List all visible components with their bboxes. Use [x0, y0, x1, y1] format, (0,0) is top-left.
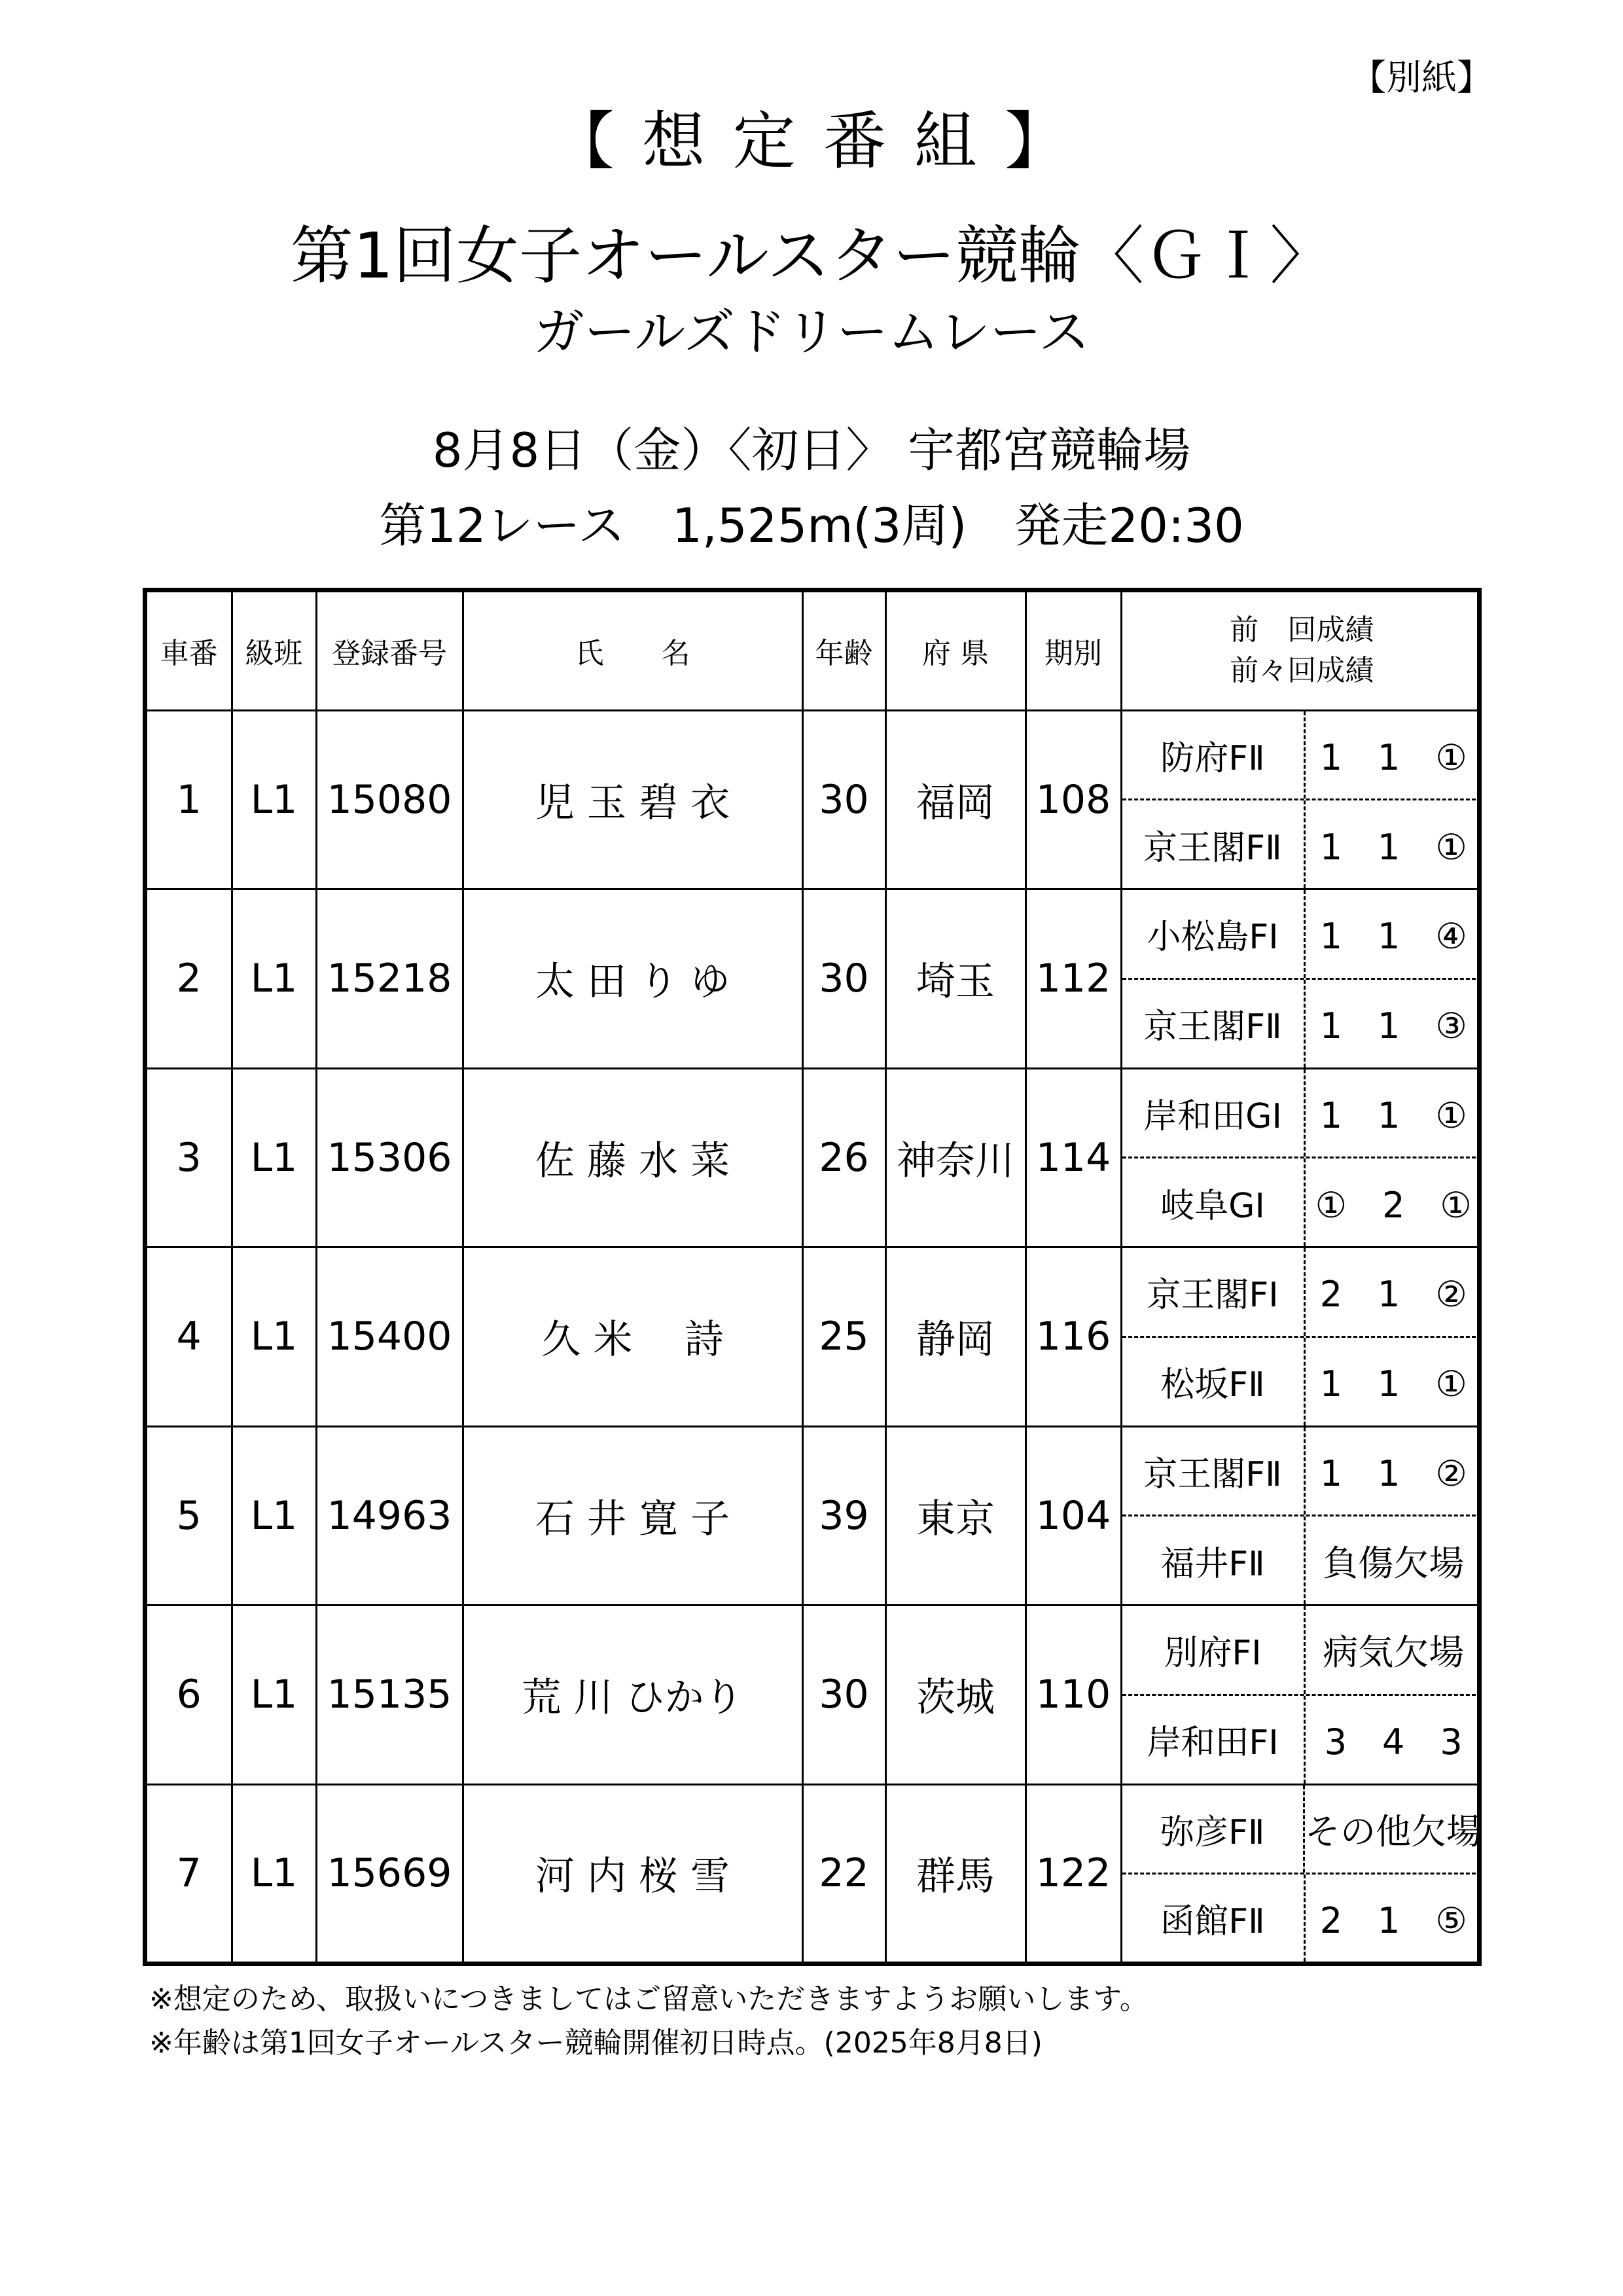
before-previous-result	[1122, 1874, 1482, 1962]
before-previous-result	[1122, 1158, 1482, 1246]
prefecture-cell: 茨城	[885, 1605, 1026, 1785]
before-previous-placings: ① 2 ①	[1315, 1184, 1472, 1226]
car-number-cell: 6	[147, 1605, 232, 1785]
previous-venue: 弥彦FⅡ	[1122, 1785, 1306, 1873]
table-row	[147, 1247, 1482, 1427]
car-number-cell: 5	[147, 1426, 232, 1605]
class-cell: L1	[232, 889, 316, 1069]
results-block	[1122, 711, 1482, 889]
previous-result	[1122, 890, 1482, 980]
table-row	[147, 710, 1482, 889]
term-cell: 104	[1026, 1426, 1121, 1605]
class-cell: L1	[232, 1605, 316, 1785]
date-venue-line: 8月8日（金）〈初日〉 宇都宮競輪場	[432, 423, 1191, 478]
table-row	[147, 1426, 1482, 1605]
age-cell: 26	[802, 1068, 885, 1247]
previous-result	[1122, 1248, 1482, 1338]
before-previous-venue: 京王閣FⅡ	[1122, 800, 1306, 888]
previous-result	[1122, 1427, 1482, 1517]
header-registration: 登録番号	[316, 592, 463, 710]
term-cell: 114	[1026, 1068, 1121, 1247]
rider-name-cell: 荒 川 ひかり	[463, 1605, 802, 1785]
before-previous-placings: 3 4 3	[1324, 1721, 1463, 1763]
results-cell	[1121, 1426, 1482, 1605]
rider-name-cell: 太 田 り ゆ	[463, 889, 802, 1069]
results-block	[1122, 890, 1482, 1067]
prefecture-cell: 福岡	[885, 710, 1026, 889]
registration-cell: 15135	[316, 1605, 463, 1785]
results-block	[1122, 1785, 1482, 1962]
previous-placings: 1 1 ①	[1319, 736, 1467, 778]
previous-venue: 京王閣FⅡ	[1122, 1427, 1306, 1515]
class-cell: L1	[232, 1784, 316, 1962]
before-previous-placings: 1 1 ①	[1319, 1363, 1467, 1405]
rider-name-cell: 石 井 寛 子	[463, 1426, 802, 1605]
rider-name-cell: 児 玉 碧 衣	[463, 710, 802, 889]
previous-result	[1122, 1785, 1482, 1874]
before-previous-result	[1122, 1696, 1482, 1784]
before-previous-venue: 岸和田FⅠ	[1122, 1696, 1306, 1784]
before-previous-placings: 負傷欠場	[1323, 1542, 1465, 1584]
entry-grid	[147, 592, 1482, 1962]
before-previous-venue: 松坂FⅡ	[1122, 1338, 1306, 1426]
results-cell	[1121, 1605, 1482, 1785]
header-class: 級班	[232, 592, 316, 710]
rider-name-cell: 久 米 詩	[463, 1247, 802, 1427]
term-cell: 112	[1026, 889, 1121, 1069]
previous-venue: 防府FⅡ	[1122, 711, 1306, 799]
previous-placings: 1 1 ①	[1319, 1094, 1467, 1136]
before-previous-placings: 1 1 ①	[1319, 826, 1467, 868]
previous-result	[1122, 1069, 1482, 1159]
previous-placings: 2 1 ②	[1319, 1274, 1467, 1316]
before-previous-result	[1122, 1516, 1482, 1604]
previous-venue: 京王閣FⅠ	[1122, 1248, 1306, 1336]
previous-result	[1122, 1606, 1482, 1696]
previous-placings: 病気欠場	[1323, 1632, 1465, 1674]
header-row	[147, 592, 1482, 710]
note-2: ※年齢は第1回女子オールスター競輪開催初日時点。(2025年8月8日)	[149, 2026, 1043, 2060]
header-results	[1121, 592, 1482, 710]
previous-placings: 1 1 ②	[1319, 1452, 1467, 1494]
prefecture-cell: 群馬	[885, 1784, 1026, 1962]
header-prefecture: 府 県	[885, 592, 1026, 710]
car-number-cell: 2	[147, 889, 232, 1069]
car-number-cell: 3	[147, 1068, 232, 1247]
table-row	[147, 1068, 1482, 1247]
page-heading: 【 想 定 番 組 】	[551, 105, 1072, 178]
class-cell: L1	[232, 1247, 316, 1427]
note-1: ※想定のため、取扱いにつきましてはご留意いただきますようお願いします。	[149, 1982, 1149, 2016]
registration-cell: 15400	[316, 1247, 463, 1427]
term-cell: 116	[1026, 1247, 1121, 1427]
results-cell	[1121, 1247, 1482, 1427]
header-car-number: 車番	[147, 592, 232, 710]
prefecture-cell: 静岡	[885, 1247, 1026, 1427]
class-cell: L1	[232, 710, 316, 889]
age-cell: 39	[802, 1426, 885, 1605]
class-cell: L1	[232, 1426, 316, 1605]
previous-venue: 岸和田GⅠ	[1122, 1069, 1306, 1157]
age-cell: 30	[802, 889, 885, 1069]
results-block	[1122, 1069, 1482, 1247]
registration-cell: 15669	[316, 1784, 463, 1962]
before-previous-venue: 福井FⅡ	[1122, 1516, 1306, 1604]
before-previous-venue: 岐阜GⅠ	[1122, 1158, 1306, 1246]
header-results-before-previous: 前々回成績	[1230, 654, 1374, 688]
previous-placings: 1 1 ④	[1319, 916, 1467, 958]
car-number-cell: 7	[147, 1784, 232, 1962]
results-block	[1122, 1248, 1482, 1426]
previous-venue: 小松島FⅠ	[1122, 890, 1306, 978]
race-subtitle: ガールズドリームレース	[533, 303, 1090, 362]
header-results-previous: 前 回成績	[1230, 613, 1374, 647]
attachment-label: 【別紙】	[1351, 57, 1492, 98]
entry-table	[143, 588, 1482, 1966]
results-cell	[1121, 889, 1482, 1069]
registration-cell: 14963	[316, 1426, 463, 1605]
before-previous-venue: 京王閣FⅡ	[1122, 980, 1306, 1067]
prefecture-cell: 埼玉	[885, 889, 1026, 1069]
registration-cell: 15218	[316, 889, 463, 1069]
before-previous-result	[1122, 800, 1482, 888]
results-block	[1122, 1427, 1482, 1605]
results-block	[1122, 1606, 1482, 1784]
term-cell: 108	[1026, 710, 1121, 889]
before-previous-placings: 2 1 ⑤	[1319, 1899, 1467, 1941]
table-row	[147, 889, 1482, 1069]
header-name: 氏 名	[463, 592, 802, 710]
header-term: 期別	[1026, 592, 1121, 710]
previous-placings: その他欠場	[1305, 1810, 1482, 1852]
rider-name-cell: 河 内 桜 雪	[463, 1784, 802, 1962]
event-title: 第1回女子オールスター競輪〈ＧＩ〉	[290, 219, 1333, 293]
before-previous-result	[1122, 980, 1482, 1067]
car-number-cell: 4	[147, 1247, 232, 1427]
rider-name-cell: 佐 藤 水 菜	[463, 1068, 802, 1247]
age-cell: 22	[802, 1784, 885, 1962]
age-cell: 25	[802, 1247, 885, 1427]
registration-cell: 15306	[316, 1068, 463, 1247]
race-info-line: 第12レース 1,525m(3周) 発走20:30	[379, 498, 1244, 553]
previous-result	[1122, 711, 1482, 801]
prefecture-cell: 東京	[885, 1426, 1026, 1605]
term-cell: 110	[1026, 1605, 1121, 1785]
results-cell	[1121, 710, 1482, 889]
car-number-cell: 1	[147, 710, 232, 889]
registration-cell: 15080	[316, 710, 463, 889]
results-cell	[1121, 1784, 1482, 1962]
header-age: 年齢	[802, 592, 885, 710]
class-cell: L1	[232, 1068, 316, 1247]
table-row	[147, 1605, 1482, 1785]
before-previous-placings: 1 1 ③	[1319, 1005, 1467, 1047]
before-previous-result	[1122, 1338, 1482, 1426]
term-cell: 122	[1026, 1784, 1121, 1962]
results-cell	[1121, 1068, 1482, 1247]
age-cell: 30	[802, 710, 885, 889]
before-previous-venue: 函館FⅡ	[1122, 1874, 1306, 1962]
age-cell: 30	[802, 1605, 885, 1785]
previous-venue: 別府FⅠ	[1122, 1606, 1306, 1694]
table-row	[147, 1784, 1482, 1962]
prefecture-cell: 神奈川	[885, 1068, 1026, 1247]
